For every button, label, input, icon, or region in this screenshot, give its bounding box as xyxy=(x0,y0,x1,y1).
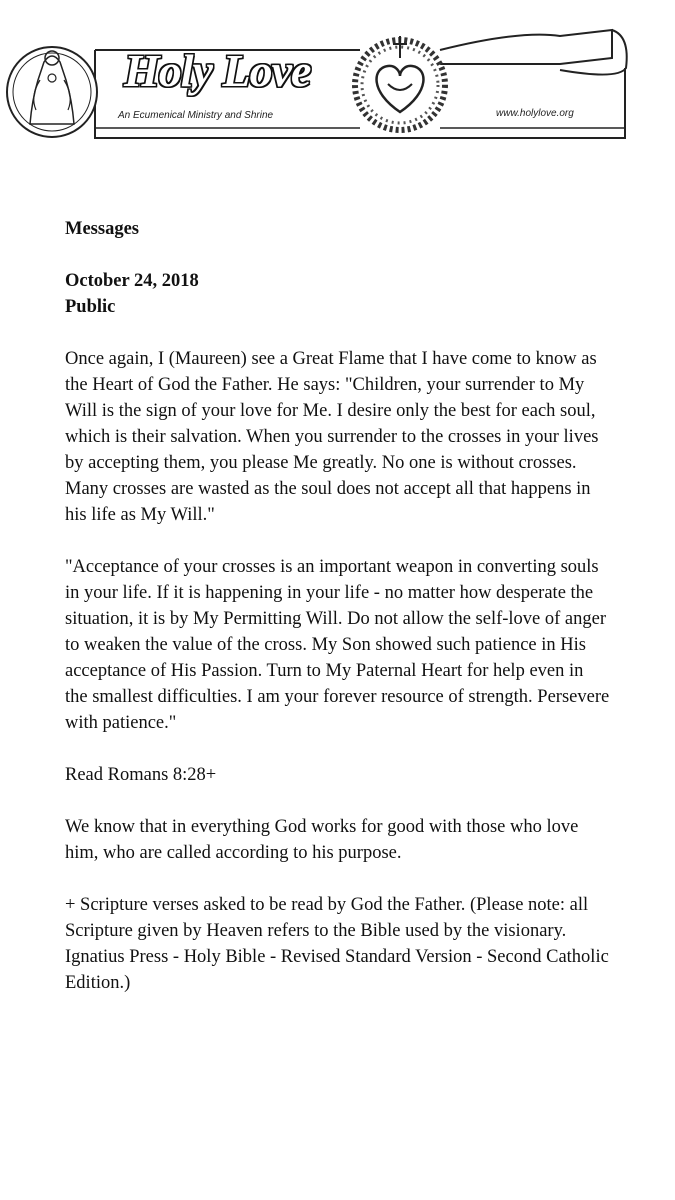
message-paragraph: "Acceptance of your crosses is an important weapon in converting souls in your life. If it is happening in your life - no matter how desperate the situation, it is by My Permitting Will. Do not allow the self-love of anger to weaken the value of the cross. My Son showed such patience in His acceptance of His Passion. Turn to My Paternal Heart for help even in the smallest difficulties. I am your forever resource of strength. Persevere with patience." xyxy=(65,557,610,733)
header-banner xyxy=(0,0,675,170)
heart-wreath-icon xyxy=(355,36,445,130)
message-audience: Public xyxy=(65,297,116,317)
brand-logo-text: Holy Love xyxy=(124,45,311,96)
message-body xyxy=(65,216,610,996)
footnote: + Scripture verses asked to be read by God the Father. (Please note: all Scripture given by Heaven refers to the Bible used by the visionary. Ignatius Press - Holy Bible - Revised Standard Version - Second Catholic Edition.) xyxy=(65,895,609,993)
website-url[interactable]: www.holylove.org xyxy=(496,108,574,119)
scripture-reference: Read Romans 8:28+ xyxy=(65,765,217,785)
madonna-medallion-icon xyxy=(7,47,97,137)
message-date: October 24, 2018 xyxy=(65,271,199,291)
scripture-text: We know that in everything God works for good with those who love him, who are called according to his purpose. xyxy=(65,817,579,863)
section-title: Messages xyxy=(65,219,139,239)
banner-artwork xyxy=(0,0,675,170)
ministry-tagline: An Ecumenical Ministry and Shrine xyxy=(118,110,274,121)
message-paragraph: Once again, I (Maureen) see a Great Flame that I have come to know as the Heart of God the Father. He says: "Children, your surrender to My Will is the sign of your love for Me. I desire only the best for each soul, which is their salvation. When you surrender to the crosses in your lives by accepting them, you please Me greatly. No one is without crosses. Many crosses are wasted as the soul does not accept all that happens in his life as My Will." xyxy=(65,349,599,525)
